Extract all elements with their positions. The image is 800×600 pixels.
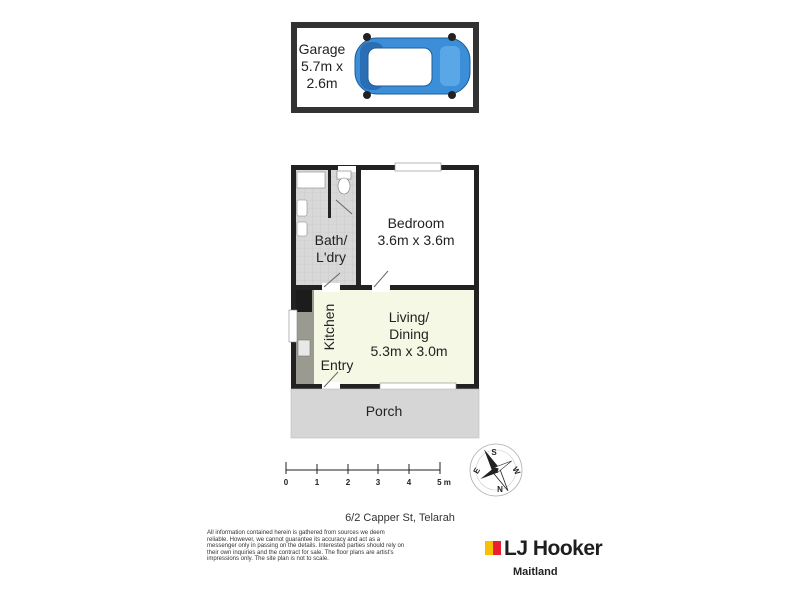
porch	[291, 389, 479, 438]
brand-office: Maitland	[513, 566, 558, 578]
scale-tick-label: 0	[283, 478, 289, 487]
living-label-line2: Dining	[389, 326, 429, 342]
scale-bar	[284, 462, 451, 487]
scale-tick-label: 3	[375, 478, 381, 487]
entry-name: Entry	[320, 357, 354, 373]
bath-label-line2: L'dry	[316, 249, 346, 265]
house	[289, 163, 479, 391]
lj-hooker-logo-icon	[485, 541, 501, 555]
cooktop-icon	[296, 290, 312, 312]
scale-tick-label: 4	[406, 478, 412, 487]
scale-tick-label: 2	[345, 478, 351, 487]
garage-dims-line2: 2.6m	[306, 75, 338, 91]
toilet-icon	[337, 171, 351, 194]
brand-name: LJ Hooker	[504, 537, 603, 560]
garage-name: Garage	[298, 41, 346, 57]
basin-icon	[297, 200, 307, 216]
living-label-line1: Living/	[388, 309, 430, 325]
bath-label-line1: Bath/	[314, 232, 348, 248]
scale-tick-label: 1	[314, 478, 320, 487]
bedroom-name: Bedroom	[387, 215, 445, 231]
scale-tick-label: 5 m	[437, 478, 451, 487]
shower-icon	[297, 172, 325, 188]
garage	[291, 22, 479, 113]
property-address: 6/2 Capper St, Telarah	[345, 512, 455, 524]
car-icon	[355, 33, 470, 99]
laundry-tub-icon	[297, 222, 307, 236]
compass-letter: S	[491, 448, 497, 457]
compass-letter: N	[497, 485, 503, 494]
compass-letter: E	[471, 466, 483, 476]
compass-letter: W	[510, 465, 522, 477]
living-dims: 5.3m x 3.0m	[370, 343, 448, 359]
garage-dims-line1: 5.7m x	[300, 58, 344, 74]
sink-icon	[298, 340, 310, 356]
bedroom-dims: 3.6m x 3.6m	[377, 232, 455, 248]
kitchen-name: Kitchen	[321, 303, 337, 351]
disclaimer-text: All information contained herein is gathered from sources we deem reliable. However, we cannot guarantee its accuracy and act as a messenger only in passing on the details. Interested parties should rely on their own inquiries and the contract for sale. The floor plans are artist's impressions only. The site plan is not to scale.	[207, 530, 405, 563]
compass-icon	[468, 440, 523, 500]
porch-name: Porch	[365, 403, 403, 419]
